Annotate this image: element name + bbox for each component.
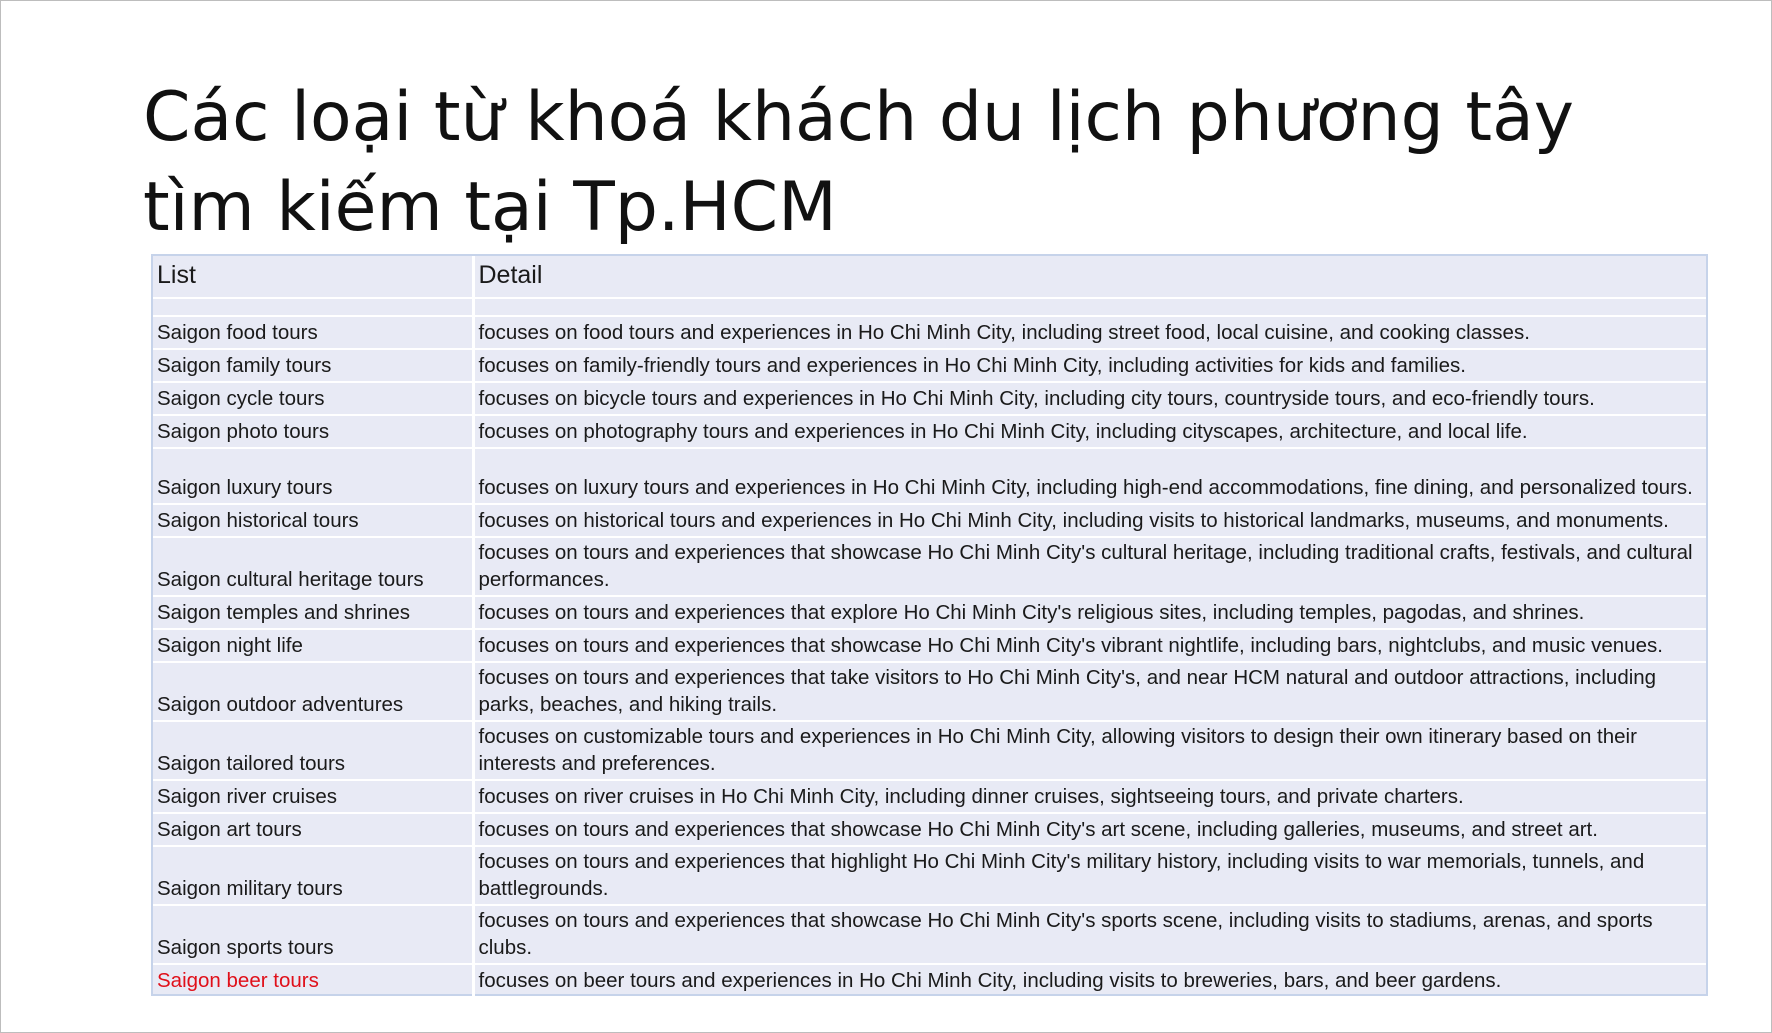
row-list-cell: Saigon cycle tours (153, 382, 473, 415)
table-row (153, 596, 1706, 629)
row-list-cell: Saigon outdoor adventures (153, 662, 473, 721)
row-list-cell: Saigon temples and shrines (153, 596, 473, 629)
table-row (153, 537, 1706, 596)
table-row (153, 964, 1706, 997)
table-row (153, 629, 1706, 662)
spacer-cell (473, 298, 1706, 316)
slide-title: Các loại từ khoá khách du lịch phương tây tìm kiếm tại Tp.HCM (143, 78, 1574, 247)
keyword-table-grid (153, 256, 1706, 998)
row-list-cell: Saigon military tours (153, 846, 473, 905)
row-list-cell: Saigon food tours (153, 316, 473, 349)
row-list-cell: Saigon cultural heritage tours (153, 537, 473, 596)
row-detail-cell: focuses on tours and experiences that showcase Ho Chi Minh City's sports scene, including visits to stadiums, arenas, and sports clubs. (473, 905, 1706, 964)
header-detail: Detail (473, 256, 1706, 298)
table-row (153, 504, 1706, 537)
table-row (153, 448, 1706, 504)
table-row (153, 316, 1706, 349)
spacer-cell (153, 298, 473, 316)
row-list-cell: Saigon luxury tours (153, 448, 473, 504)
row-list-cell-highlighted: Saigon beer tours (153, 964, 473, 997)
row-detail-cell: focuses on tours and experiences that showcase Ho Chi Minh City's art scene, including galleries, museums, and street art. (473, 813, 1706, 846)
row-detail-cell: focuses on customizable tours and experiences in Ho Chi Minh City, allowing visitors to design their own itinerary based on their interests and preferences. (473, 721, 1706, 780)
table-row (153, 905, 1706, 964)
table-row (153, 349, 1706, 382)
row-detail-cell: focuses on river cruises in Ho Chi Minh City, including dinner cruises, sightseeing tours, and private charters. (473, 780, 1706, 813)
row-detail-cell: focuses on historical tours and experiences in Ho Chi Minh City, including visits to historical landmarks, museums, and monuments. (473, 504, 1706, 537)
table-spacer-row (153, 298, 1706, 316)
row-detail-cell: focuses on tours and experiences that explore Ho Chi Minh City's religious sites, including temples, pagodas, and shrines. (473, 596, 1706, 629)
row-list-cell: Saigon tailored tours (153, 721, 473, 780)
row-detail-cell: focuses on luxury tours and experiences in Ho Chi Minh City, including high-end accommodations, fine dining, and personalized tours. (473, 448, 1706, 504)
row-detail-cell: focuses on tours and experiences that showcase Ho Chi Minh City's cultural heritage, including traditional crafts, festivals, and cultural performances. (473, 537, 1706, 596)
row-detail-cell: focuses on food tours and experiences in Ho Chi Minh City, including street food, local cuisine, and cooking classes. (473, 316, 1706, 349)
row-detail-cell: focuses on tours and experiences that highlight Ho Chi Minh City's military history, including visits to war memorials, tunnels, and battlegrounds. (473, 846, 1706, 905)
keyword-table (151, 254, 1708, 996)
row-detail-cell: focuses on tours and experiences that showcase Ho Chi Minh City's vibrant nightlife, including bars, nightclubs, and music venues. (473, 629, 1706, 662)
row-list-cell: Saigon historical tours (153, 504, 473, 537)
header-list: List (153, 256, 473, 298)
table-row (153, 382, 1706, 415)
row-list-cell: Saigon art tours (153, 813, 473, 846)
row-detail-cell: focuses on family-friendly tours and experiences in Ho Chi Minh City, including activities for kids and families. (473, 349, 1706, 382)
row-detail-cell: focuses on tours and experiences that take visitors to Ho Chi Minh City's, and near HCM natural and outdoor attractions, including parks, beaches, and hiking trails. (473, 662, 1706, 721)
row-list-cell: Saigon photo tours (153, 415, 473, 448)
row-detail-cell: focuses on photography tours and experiences in Ho Chi Minh City, including cityscapes, architecture, and local life. (473, 415, 1706, 448)
table-header-row (153, 256, 1706, 298)
row-list-cell: Saigon river cruises (153, 780, 473, 813)
table-row (153, 846, 1706, 905)
table-row (153, 780, 1706, 813)
row-detail-cell: focuses on bicycle tours and experiences in Ho Chi Minh City, including city tours, countryside tours, and eco-friendly tours. (473, 382, 1706, 415)
table-row (153, 813, 1706, 846)
table-row (153, 721, 1706, 780)
row-detail-cell: focuses on beer tours and experiences in Ho Chi Minh City, including visits to breweries, bars, and beer gardens. (473, 964, 1706, 997)
row-list-cell: Saigon night life (153, 629, 473, 662)
row-list-cell: Saigon sports tours (153, 905, 473, 964)
row-list-cell: Saigon family tours (153, 349, 473, 382)
table-row (153, 662, 1706, 721)
table-row (153, 415, 1706, 448)
